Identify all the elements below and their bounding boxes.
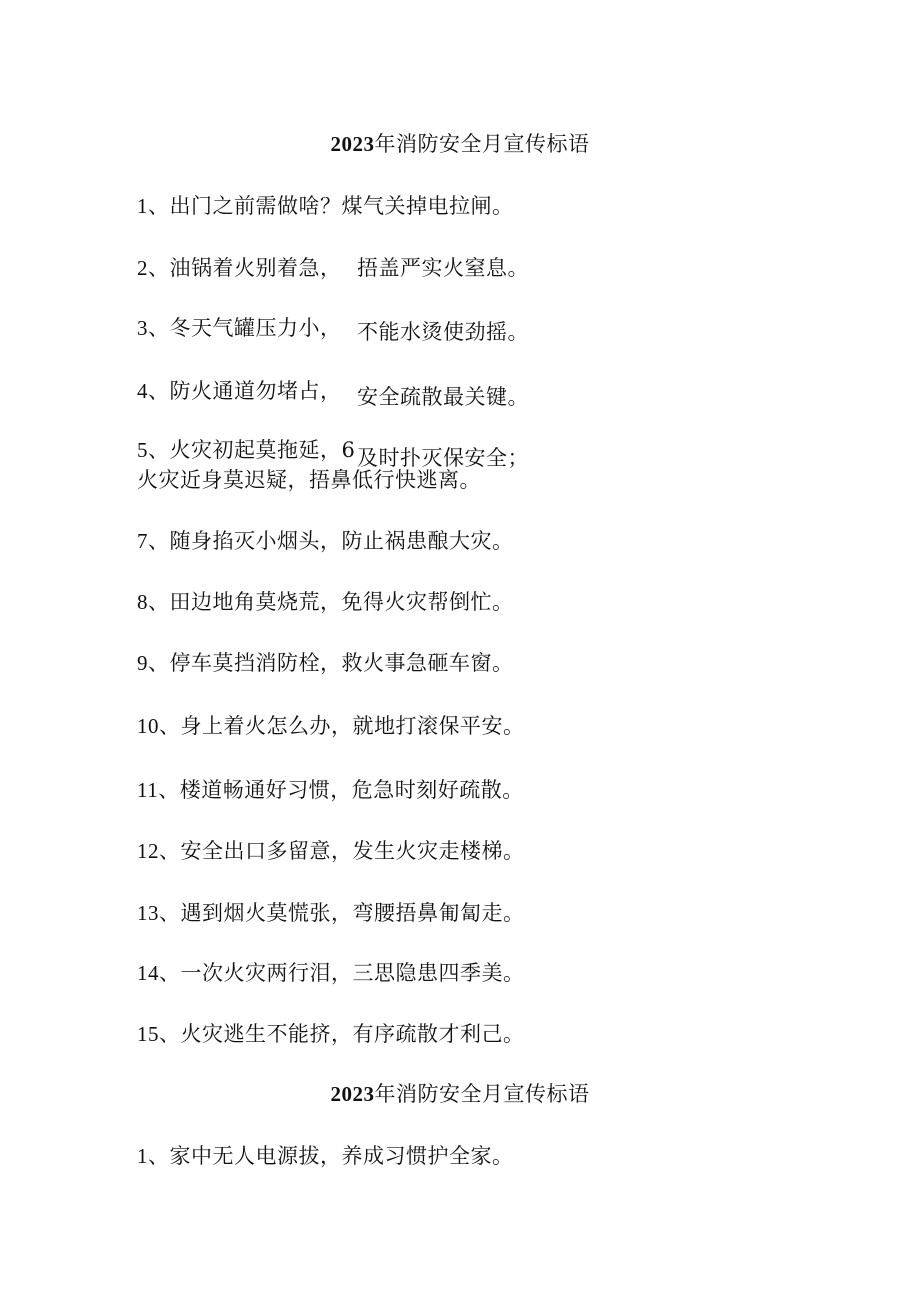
section-title [0, 1078, 920, 1108]
slogan-line [137, 835, 525, 865]
slogan-second-half: 捂盖严实火窒息。 [357, 256, 529, 280]
slogan-text: 、停车莫挡消防栓，救火事急砸车窗。 [148, 651, 514, 675]
title-year: 2023 [330, 132, 375, 156]
title-text: 年消防安全月宣传标语 [374, 132, 590, 156]
slogan-text: 、出门之前需做啥？煤气关掉电拉闸。 [148, 194, 514, 218]
slogan-line [137, 586, 514, 616]
clipped-text-region [357, 440, 577, 470]
slogan-line [137, 312, 342, 342]
slogan-second-half: 不能水烫使劲摇。 [357, 320, 529, 344]
slogan-number: 10 [137, 714, 159, 738]
slogan-text: 、随身掐灭小烟头，防止祸患酿大灾。 [148, 529, 514, 553]
slogan-text: 、一次火灾两行泪，三思隐患四季美。 [159, 961, 525, 985]
slogan-line [137, 647, 514, 677]
slogan-number: 14 [137, 961, 159, 985]
slogan-line [137, 957, 525, 987]
slogan-text: 、田边地角莫烧荒，免得火灾帮倒忙。 [148, 590, 514, 614]
title-text: 年消防安全月宣传标语 [374, 1082, 590, 1106]
slogan-number: 1 [137, 194, 148, 218]
slogan-text: 、火灾逃生不能挤，有序疏散才利己。 [159, 1022, 525, 1046]
slogan-number: 1 [137, 1144, 148, 1168]
slogan-number: 13 [137, 901, 159, 925]
slogan-number: 9 [137, 651, 148, 675]
slogan-number: 8 [137, 590, 148, 614]
slogan-line [137, 252, 342, 282]
slogan-second-half: 及时扑灭保安全； [357, 446, 529, 470]
slogan-number: 12 [137, 839, 159, 863]
slogan-number: 2 [137, 256, 148, 280]
slogan-second-half: 安全疏散最关键。 [357, 385, 529, 409]
slogan-number: 15 [137, 1022, 159, 1046]
slogan-number: 3 [137, 316, 148, 340]
slogan-text: 、防火通道勿堵占， [148, 379, 342, 403]
section-title [0, 128, 920, 158]
slogan-line [137, 375, 342, 405]
slogan-text: 、遇到烟火莫慌张，弯腰捂鼻匍匐走。 [159, 901, 525, 925]
slogan-number: 5 [137, 438, 148, 462]
title-year: 2023 [330, 1082, 375, 1106]
slogan-line [137, 190, 514, 220]
slogan-text: 、火灾初起莫拖延，6 [148, 438, 356, 462]
slogan-text: 、家中无人电源拔，养成习惯护全家。 [148, 1144, 514, 1168]
slogan-line [137, 464, 481, 494]
slogan-line [137, 1140, 514, 1170]
slogan-line [137, 897, 525, 927]
slogan-line [137, 434, 355, 464]
slogan-number: 4 [137, 379, 148, 403]
slogan-line [137, 525, 514, 555]
slogan-line [137, 710, 525, 740]
slogan-number: 11 [137, 778, 159, 802]
slogan-number: 7 [137, 529, 148, 553]
slogan-line [137, 1018, 525, 1048]
slogan-text: 、楼道畅通好习惯，危急时刻好疏散。 [158, 778, 524, 802]
slogan-line [137, 774, 524, 804]
slogan-text: 火灾近身莫迟疑，捂鼻低行快逃离。 [137, 468, 481, 492]
slogan-text: 、油锅着火别着急， [148, 256, 342, 280]
slogan-text: 、冬天气罐压力小， [148, 316, 342, 340]
slogan-text: 、身上着火怎么办，就地打滚保平安。 [159, 714, 525, 738]
slogan-text: 、安全出口多留意，发生火灾走楼梯。 [159, 839, 525, 863]
